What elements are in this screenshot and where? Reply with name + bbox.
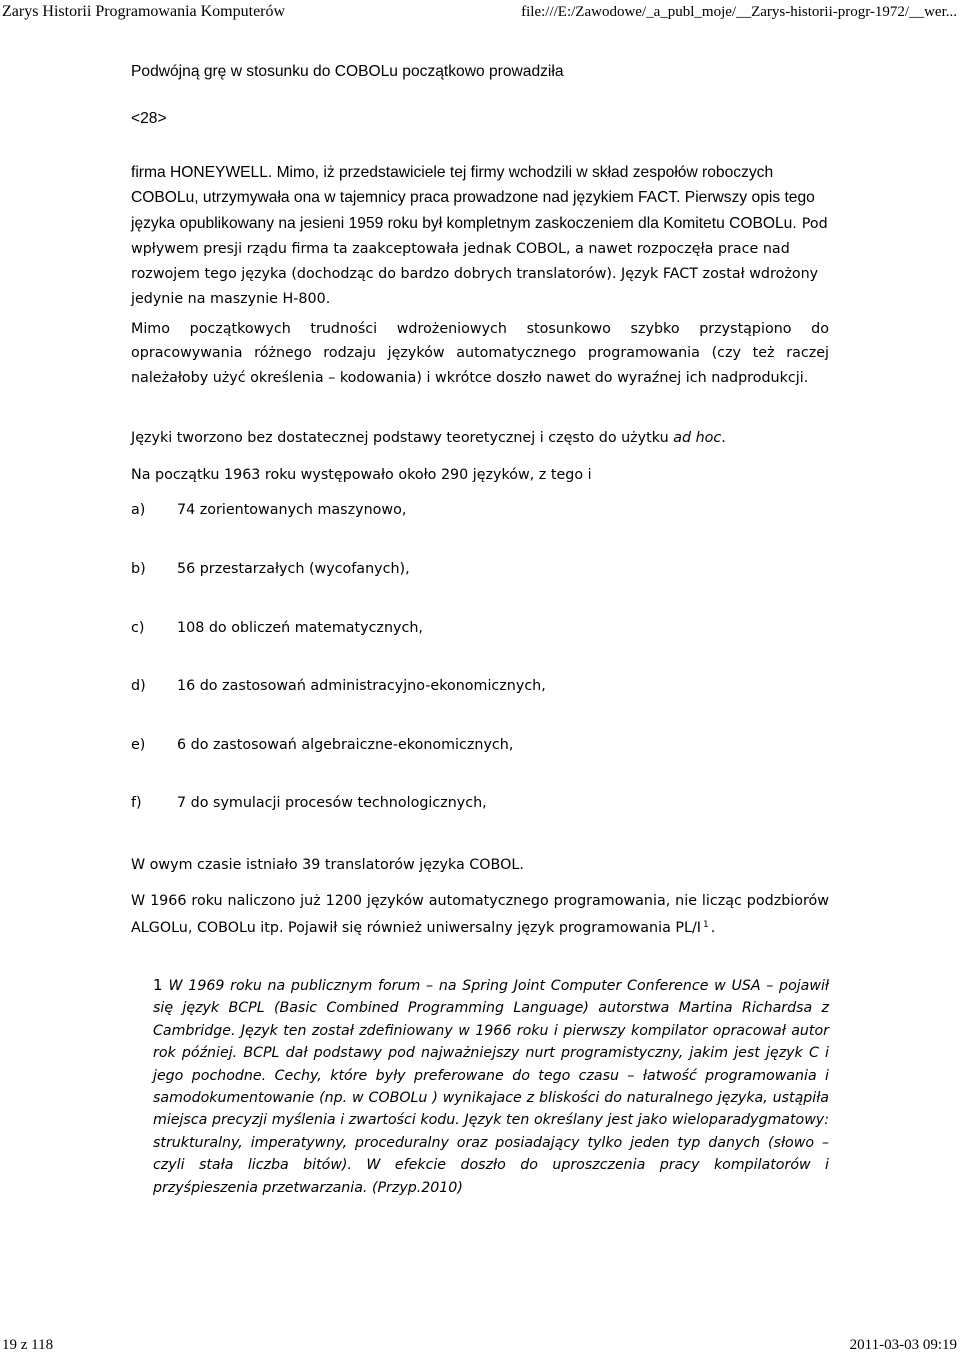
list-text: 7 do symulacji procesów technologicznych, xyxy=(177,795,487,811)
page-footer xyxy=(0,1333,960,1357)
languages-1966-paragraph xyxy=(131,889,829,941)
list-label: a) xyxy=(131,502,146,518)
page-header xyxy=(0,0,960,24)
list-text: 6 do zastosowań algebraiczne-ekonomicznych, xyxy=(177,737,514,753)
list-text: 56 przestarzałych (wycofanych), xyxy=(177,561,410,577)
header-url: file:///E:/Zawodowe/_a_publ_moje/__Zarys-historii-progr-1972/__wer... xyxy=(521,4,957,20)
list-label: f) xyxy=(131,795,142,811)
list-label: d) xyxy=(131,678,146,694)
list-item xyxy=(131,617,423,639)
honeywell-paragraph xyxy=(131,160,829,312)
list-label: e) xyxy=(131,737,146,753)
page-counter: 19 z 118 xyxy=(2,1337,54,1353)
list-label: b) xyxy=(131,561,146,577)
footnote-text: W 1969 roku na publicznym forum – na Spring Joint Computer Conference w USA – pojawił się język BCPL (Basic Combined Programming Language) autorstwa Martina Richardsa z Cambridge. Język ten został zdefiniowany w 1966 roku i pierwszy kompilator opracował autor rok później. BCPL dał podstawy pod najważniejszy nurt programistyczny, jakim jest język C i jego pochodne. Cechy, które były preferowane do tego czasu – łatwość programowania i samodokumentowanie (np. w COBOLu ) wynikajace z bliskości do naturalnego języka, ustąpiła miejsca precyzji myślenia i zwartości kodu. Język ten określany jest jako wieloparadygmatowy: strukturalny, imperatywny, proceduralny oraz posiadający tylko jeden typ danych (słowo – czyli stała liczba bitów). W efekcie doszło do uproszczenia pracy kompilatorów i przyśpieszenia przetwarzania. (Przyp.2010) xyxy=(153,978,829,1196)
honeywell-text-verdana: Pod wpływem presji rządu firma ta zaakceptowała jednak COBOL, a nawet rozpoczęła prace nad rozwojem tego języka (dochodząc do bardzo dobrych translatorów). Język FACT został wdrożony jedynie na maszynie H-800. xyxy=(131,215,828,308)
overproduction-paragraph: Mimo początkowych trudności wdrożeniowych stosunkowo szybko przystąpiono do opracowywania różnego rodzaju języków automatycznego programowania (czy też raczej należałoby użyć określenia – kodowania) i wkrótce doszło nawet do wyraźnej ich nadprodukcji. xyxy=(131,321,829,386)
list-text: 74 zorientowanych maszynowo, xyxy=(177,502,407,518)
footnote xyxy=(153,974,829,1199)
languages-1966-end: . xyxy=(710,920,716,937)
list-item xyxy=(131,792,487,814)
footnote-reference: 1 xyxy=(703,920,709,931)
header-title: Zarys Historii Programowania Komputerów xyxy=(2,3,286,20)
honeywell-text-arial: firma HONEYWELL. Mimo, iż przedstawiciele tej firmy wchodzili w skład zespołów roboczych COBOLu, utrzymywała ona w tajemnicy praca prowadzone nad językiem FACT. Pierwszy opis tego języka opublikowany na jesieni 1959 roku był kompletnym zaskoczeniem dla Komitetu COBOLu. xyxy=(131,164,815,232)
print-timestamp: 2011-03-03 09:19 xyxy=(849,1337,957,1353)
cobol-translators-paragraph: W owym czasie istniało 39 translatorów języka COBOL. xyxy=(131,857,524,873)
list-text: 108 do obliczeń matematycznych, xyxy=(177,620,423,636)
list-item xyxy=(131,675,546,697)
list-item xyxy=(131,558,410,580)
page-marker: <28> xyxy=(131,110,167,127)
list-item xyxy=(131,734,513,756)
count-paragraph: Na początku 1963 roku występowało około 290 języków, z tego i xyxy=(131,467,592,483)
adhoc-text: Języki tworzono bez dostatecznej podstawy teoretycznej i często do użytku xyxy=(131,430,669,446)
list-label: c) xyxy=(131,620,145,636)
adhoc-paragraph xyxy=(131,426,829,450)
footnote-number: 1 xyxy=(153,976,163,994)
list-item xyxy=(131,499,406,521)
languages-1966-text: W 1966 roku naliczono już 1200 języków automatycznego programowania, nie licząc podzbiorów ALGOLu, COBOLu itp. Pojawił się również uniwersalny język programowania PL/I xyxy=(131,893,829,937)
list-text: 16 do zastosowań administracyjno-ekonomicznych, xyxy=(177,678,546,694)
adhoc-end: . xyxy=(721,430,726,446)
adhoc-italic: ad hoc xyxy=(673,430,722,446)
intro-paragraph: Podwójną grę w stosunku do COBOLu początkowo prowadziła xyxy=(131,63,564,80)
